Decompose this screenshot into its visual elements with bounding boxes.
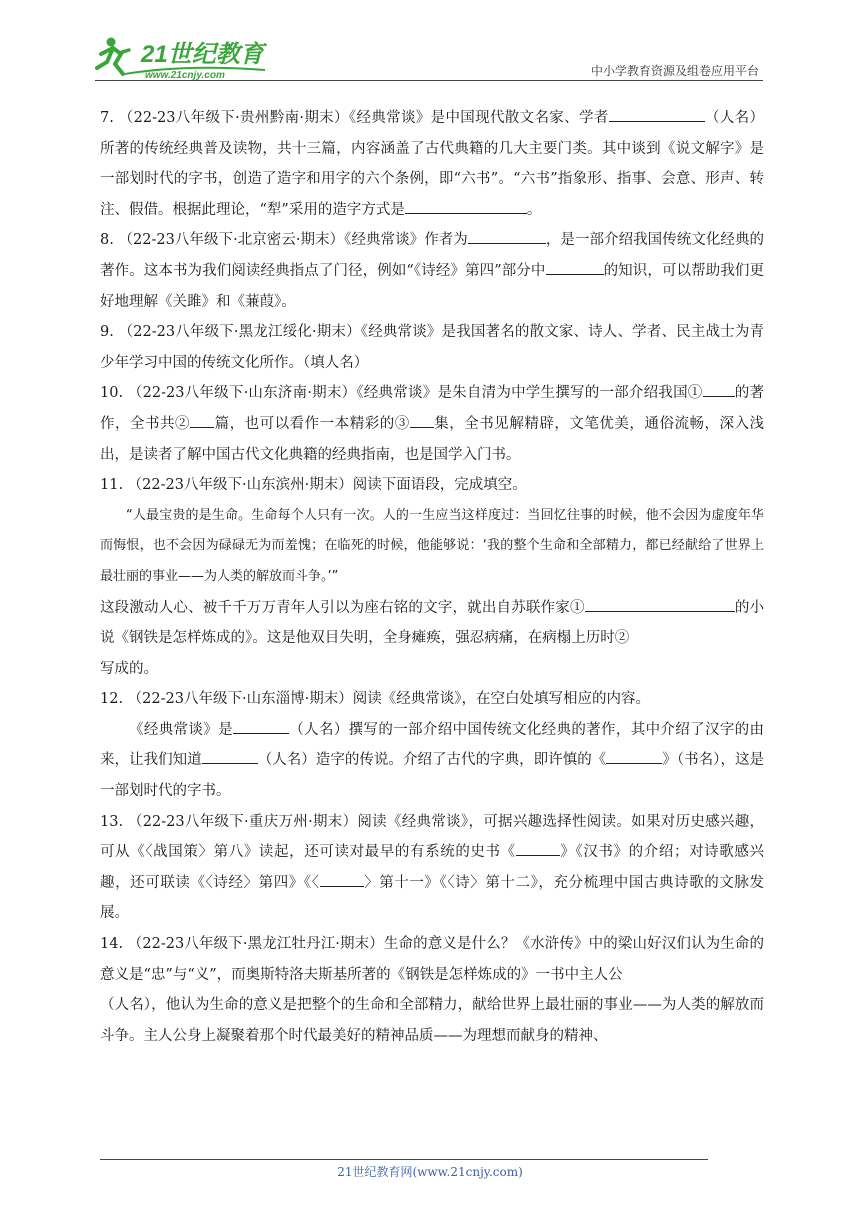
answer-blank[interactable] <box>233 718 289 734</box>
answer-blank[interactable] <box>410 412 434 428</box>
answer-blank[interactable] <box>202 748 258 764</box>
answer-blank[interactable] <box>405 198 527 214</box>
question-number: 11. <box>100 477 124 494</box>
answer-blank[interactable] <box>609 106 705 122</box>
question-number: 10. <box>100 385 124 402</box>
question-7: 7. （22-23八年级下·贵州黔南·期末）《经典常谈》是中国现代散文名家、学者 （人名）所著的传统经典普及读物，共十三篇，内容涵盖了古代典籍的几大主要门类。其中谈到《说文解字》是一部划时代的字书，创造了造字和用字的六个条例，即“六书”。“六书”指象形、指事、会意、形声、转注、假借。根据此理论，“犁”采用的造字方式是 。 <box>100 103 764 225</box>
logo <box>95 34 295 80</box>
question-8: 8. （22-23八年级下·北京密云·期末）《经典常谈》作者为 ，是一部介绍我国传统文化经典的著作。这本书为我们阅读经典指点了门径，例如“《诗经》第四”部分中 的知识，可以帮助我们更好地理解《关雎》和《蒹葭》。 <box>100 225 764 317</box>
answer-blank[interactable] <box>585 595 735 611</box>
question-number: 12. <box>100 691 124 708</box>
header-rule <box>95 80 763 81</box>
question-10: 10. （22-23八年级下·山东济南·期末）《经典常谈》是朱自清为中学生撰写的一部介绍我国① 的著作，全书共② 篇，也可以看作一本精彩的③ 集，全书见解精辟，文笔优美，通俗流畅，深入浅出，是读者了解中国古代文化典籍的经典指南，也是国学入门书。 <box>100 378 764 470</box>
platform-name: 中小学教育资源及组卷应用平台 <box>590 64 759 78</box>
answer-blank[interactable] <box>606 748 662 764</box>
answer-blank[interactable] <box>703 381 735 397</box>
question-list <box>100 103 764 1051</box>
answer-blank[interactable] <box>320 871 364 887</box>
page-footer: 21世纪教育网(www.21cnjy.com) <box>337 1165 523 1179</box>
question-9: 9. （22-23八年级下·黑龙江绥化·期末）《经典常谈》是我国著名的散文家、诗人、学者、民主战士为青少年学习中国的传统文化所作。（填人名） <box>100 324 765 371</box>
answer-blank[interactable] <box>516 840 560 856</box>
question-11: 11. （22-23八年级下·山东滨州·期末）阅读下面语段，完成填空。 <box>100 477 527 494</box>
question-number: 13. <box>100 813 124 830</box>
question-number: 7. <box>100 110 114 126</box>
question-number: 9. <box>100 324 114 341</box>
logo-main: 21世纪教育 <box>141 41 264 68</box>
runner-icon <box>97 38 129 75</box>
question-11-fill: 这段激动人心、被千千万万青年人引以为座右铭的文字，就出自苏联作家① 的小说《钢铁是怎样炼成的》。这是他双目失明，全身瘫痪，强忍病痛，在病榻上历时② 写成的。 <box>100 593 764 685</box>
question-number: 14. <box>100 936 124 953</box>
question-13: 13. （22-23八年级下·重庆万州·期末）阅读《经典常谈》，可据兴趣选择性阅读。如果对历史感兴趣，可从《〈战国策〉第八》读起，还可读对最早的有系统的史书《 》《汉书》的介绍；对诗歌感兴趣，还可联读《〈诗经〉第四》《〈 〉第十一》《〈诗〉第十二》，充分梳理中国古典诗歌的文脉发展。 <box>100 813 765 922</box>
answer-blank[interactable] <box>546 259 604 275</box>
quote-passage: “人最宝贵的是生命。生命每个人只有一次。人的一生应当这样度过：当回忆往事的时候，他不会因为虚度年华而悔恨，也不会因为碌碌无为而羞愧；在临死的时候，他能够说：‘我的整个生命和全部精力，都已经献给了世界上最壮丽的事业——为人类的解放而斗争。’” <box>100 507 764 584</box>
answer-blank[interactable] <box>468 228 546 244</box>
question-12: 12. （22-23八年级下·山东淄博·期末）阅读《经典常谈》，在空白处填写相应的内容。 <box>100 691 650 708</box>
page-header <box>95 30 763 80</box>
question-number: 8. <box>100 232 114 249</box>
question-14: 14. （22-23八年级下·黑龙江牡丹江·期末）生命的意义是什么？《水浒传》中的梁山好汉们认为生命的意义是“忠”与“义”，而奥斯特洛夫斯基所著的《钢铁是怎样炼成的》一书中主人公 （人名），他认为生命的意义是把整个的生命和全部精力，献给世界上最壮丽的事业——为人类的解放而斗争。主人公身上凝聚着那个时代最美好的精神品质——为理想而献身的精神、 <box>100 936 765 1044</box>
answer-blank[interactable] <box>190 412 214 428</box>
logo-sub: www.21cnjy.com <box>145 70 225 80</box>
question-12-body: 《经典常谈》是 （人名）撰写的一部介绍中国传统文化经典的著作，其中介绍了汉字的由来，让我们知道 （人名）造字的传说。介绍了古代的字典，即许慎的《 》（书名），这是一部划时代的字书。 <box>100 715 764 807</box>
footer-rule <box>100 1159 708 1160</box>
